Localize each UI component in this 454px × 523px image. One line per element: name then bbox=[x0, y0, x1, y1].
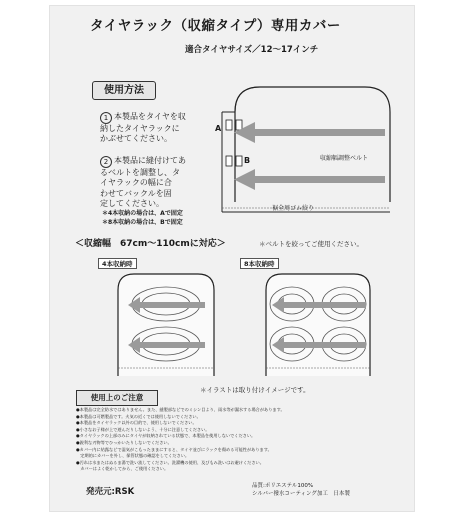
step-2-text: 本製品に縫付けてあ るベルトを調整し、タ イヤラックの幅に合 わせてバックルを固 定してください。 bbox=[100, 155, 186, 208]
size-range-note: ＊ベルトを絞ってご使用ください。 bbox=[259, 240, 363, 248]
caution-item: 定期的にカバーを外し、保管状態の確認をしてください。 bbox=[76, 453, 190, 459]
step-2-number: 2 bbox=[100, 156, 112, 168]
step-1-text: 本製品をタイヤを収 納したタイヤラックに かぶせてください。 bbox=[100, 111, 186, 143]
seller: 発売元:RSK bbox=[86, 487, 135, 497]
caution-item: ●汚れは水またはぬるま湯で洗い流してください。洗濯機の使用、及びもみ洗いはお避けください。 bbox=[76, 459, 264, 465]
caution-heading: 使用上のご注意 bbox=[76, 390, 158, 406]
fixing-note-4: ＊4本収納の場合は、Aで固定 bbox=[102, 210, 183, 217]
page-subtitle: 適合タイヤサイズ／12〜17インチ bbox=[185, 45, 319, 55]
material-info: 品質:ポリエステル100% シルバー撥水コーティング加工 日本製 bbox=[252, 483, 350, 497]
caution-list bbox=[76, 407, 376, 473]
page-title: タイヤラック（収縮タイプ）専用カバー bbox=[90, 18, 341, 34]
storage-4-label: 4本収納時 bbox=[98, 258, 137, 269]
illustration-note: ＊イラストは取り付けイメージです。 bbox=[200, 386, 310, 394]
size-range: ＜収縮幅 67cm〜110cmに対応＞ bbox=[75, 239, 226, 249]
storage-4-illustration bbox=[110, 268, 222, 380]
strap-label-a: A bbox=[215, 124, 222, 133]
storage-8-label: 8本収納時 bbox=[240, 258, 279, 269]
usage-heading: 使用方法 bbox=[92, 81, 156, 100]
caution-item: ●本製品は完全防水ではありません。また、縫製部などでのミシン目より、雨水等が漏水する場合があります。 bbox=[76, 407, 285, 412]
strap-label-b: B bbox=[244, 156, 251, 165]
caution-item: ●本製品は可燃製品です。火気の近くでは使用しないでください。 bbox=[76, 413, 201, 419]
step-1-number: 1 bbox=[100, 112, 112, 124]
caution-item: ●カバー内に結露などで湿気がこもったままにすると、タイヤ並びにラックを傷める可能性があります。 bbox=[76, 446, 272, 452]
caution-item: ●タイヤラックの上部のみにタイヤが収納されている状態で、本製品を使用しないでください。 bbox=[76, 433, 256, 439]
storage-8-illustration bbox=[262, 268, 374, 380]
elastic-callout: 裾全周ゴム絞り bbox=[272, 205, 315, 212]
caution-item: ●本製品をタイヤラック以外の目的で、使用しないでください。 bbox=[76, 420, 197, 426]
belt-callout: 収縮幅調整ベルト bbox=[320, 155, 369, 162]
fixing-note-8: ＊8本収納の場合は、Bで固定 bbox=[102, 219, 183, 226]
caution-item: ●鋭利な刃物等でひっかいたりしないでください。 bbox=[76, 439, 172, 445]
caution-item: ●小さなお子様が上で遊んだりしないよう、十分に注意してください。 bbox=[76, 426, 210, 432]
caution-item: カバーはよく乾かしてから、ご使用ください。 bbox=[76, 466, 169, 472]
